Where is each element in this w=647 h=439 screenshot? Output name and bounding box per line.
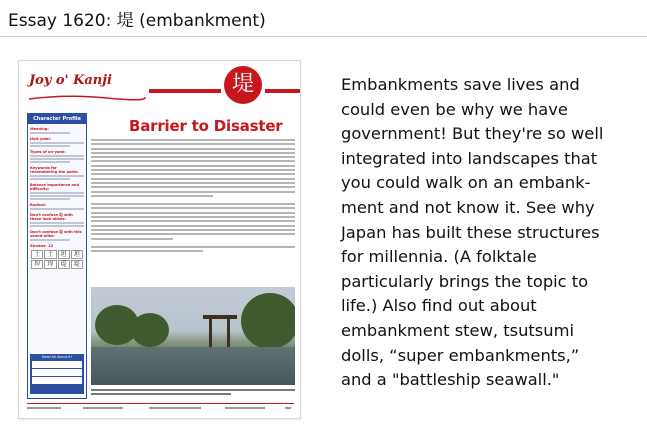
logo-swoosh-icon — [27, 93, 147, 103]
footer-line — [285, 407, 291, 409]
footer-line — [83, 407, 123, 409]
text-line — [30, 225, 84, 227]
text-line — [91, 216, 295, 218]
description-line: life.) Also find out about — [341, 296, 537, 316]
water — [91, 347, 295, 385]
footer-rule — [27, 403, 294, 404]
text-line — [30, 158, 84, 160]
essay-description — [341, 73, 641, 393]
description-line: ment and not know it. See why — [341, 197, 595, 217]
gate-post — [227, 317, 230, 351]
text-line — [91, 173, 295, 175]
stroke-cell: 垾 — [31, 260, 43, 269]
sidebar-label: Don't confuse 堤 with these look-alikes: — [30, 213, 73, 221]
gate-post — [209, 317, 212, 351]
text-line — [30, 239, 70, 241]
text-line — [91, 148, 295, 150]
gate-roof — [203, 315, 237, 319]
photo-caption-line — [91, 389, 295, 391]
text-line — [30, 145, 70, 147]
stroke-cell: 土 — [44, 250, 56, 259]
text-line — [30, 142, 84, 144]
page-title: Essay 1620: 堤 (embankment) — [8, 11, 266, 31]
sidebar-label: Jōyō yomi: — [30, 137, 52, 141]
description-line: Japan has built these structures — [341, 222, 600, 242]
sidebar-label: Strokes: 12 — [30, 244, 54, 248]
stroke-cell: 坦 — [71, 250, 83, 259]
stroke-cell: 土 — [31, 250, 43, 259]
text-line — [30, 155, 84, 157]
description-line: government! But they're so well — [341, 124, 604, 144]
tree — [241, 293, 295, 349]
footer-line — [27, 407, 61, 409]
description-line: Embankments save lives and — [341, 75, 580, 94]
text-line — [91, 178, 295, 180]
text-line — [91, 207, 295, 209]
description-line: you could walk on an embank- — [341, 173, 591, 193]
text-line — [91, 156, 295, 158]
text-line — [30, 222, 84, 224]
embankment-photo — [91, 287, 295, 385]
text-line — [91, 238, 173, 240]
text-line — [30, 175, 84, 177]
header-band-right — [265, 89, 301, 93]
character-profile-sidebar — [27, 113, 87, 399]
thumbnail-header — [19, 61, 301, 109]
stroke-cell: 堤 — [71, 260, 83, 269]
description-line: could even be why we have — [341, 99, 568, 119]
text-line — [91, 160, 295, 162]
sidebar-heading: Character Profile — [28, 114, 86, 124]
description-line: embankment stew, tsutsumi — [341, 320, 574, 340]
text-line — [91, 225, 295, 227]
text-line — [30, 161, 70, 163]
text-line — [91, 169, 295, 171]
stroke-order-grid — [31, 250, 83, 269]
text-line — [30, 195, 84, 197]
read-box-row — [32, 361, 82, 368]
description-line: dolls, “super embankments,” — [341, 345, 580, 365]
text-line — [91, 165, 295, 167]
essay-headline: Barrier to Disaster — [129, 117, 283, 135]
text-line — [91, 203, 295, 205]
description-line: for millennia. (A folktale — [341, 247, 537, 267]
kanji-badge: 堤 — [224, 66, 262, 104]
description-line: particularly brings the topic to — [341, 271, 589, 291]
stroke-cell: 堤 — [58, 260, 70, 269]
text-line — [91, 195, 213, 197]
text-line — [91, 139, 295, 141]
title-divider — [0, 36, 647, 37]
essay-body-text — [91, 139, 295, 254]
footer-line — [225, 407, 265, 409]
text-line — [91, 152, 295, 154]
text-line — [91, 246, 295, 248]
logo: Joy o' Kanji — [29, 73, 112, 88]
sidebar-label: Meaning: — [30, 127, 49, 131]
sidebar-label: Balance importance and difficulty: — [30, 183, 80, 191]
text-line — [30, 198, 70, 200]
stroke-cell: 坦 — [58, 250, 70, 259]
stroke-cell: 垾 — [44, 260, 56, 269]
footer-line — [149, 407, 201, 409]
text-line — [91, 212, 295, 214]
header-band — [149, 89, 221, 93]
sidebar-label: Don't confuse 堤 with this sound-alike: — [30, 230, 82, 238]
text-line — [91, 229, 295, 231]
text-line — [30, 132, 70, 134]
sidebar-label: Radical: — [30, 203, 47, 207]
description-line: integrated into landscapes that — [341, 148, 598, 168]
text-line — [30, 208, 84, 210]
tree — [131, 313, 169, 347]
photo-caption-line — [91, 393, 231, 395]
text-line — [30, 178, 70, 180]
read-box-row — [32, 369, 82, 376]
read-all-about-it-box — [30, 354, 84, 394]
sidebar-label: Keywords for remembering the parts: — [30, 166, 79, 174]
essay-thumbnail[interactable] — [18, 60, 301, 419]
text-line — [30, 192, 84, 194]
sidebar-label: Types of on-yomi: — [30, 150, 66, 154]
text-line — [91, 182, 295, 184]
text-line — [91, 233, 295, 235]
text-line — [91, 220, 295, 222]
text-line — [91, 191, 295, 193]
text-line — [91, 143, 295, 145]
read-box-heading: Read All About It! — [42, 355, 72, 359]
description-line: and a "battleship seawall." — [341, 370, 560, 390]
text-line — [91, 186, 295, 188]
text-line — [91, 250, 203, 252]
read-box-row — [32, 377, 82, 384]
